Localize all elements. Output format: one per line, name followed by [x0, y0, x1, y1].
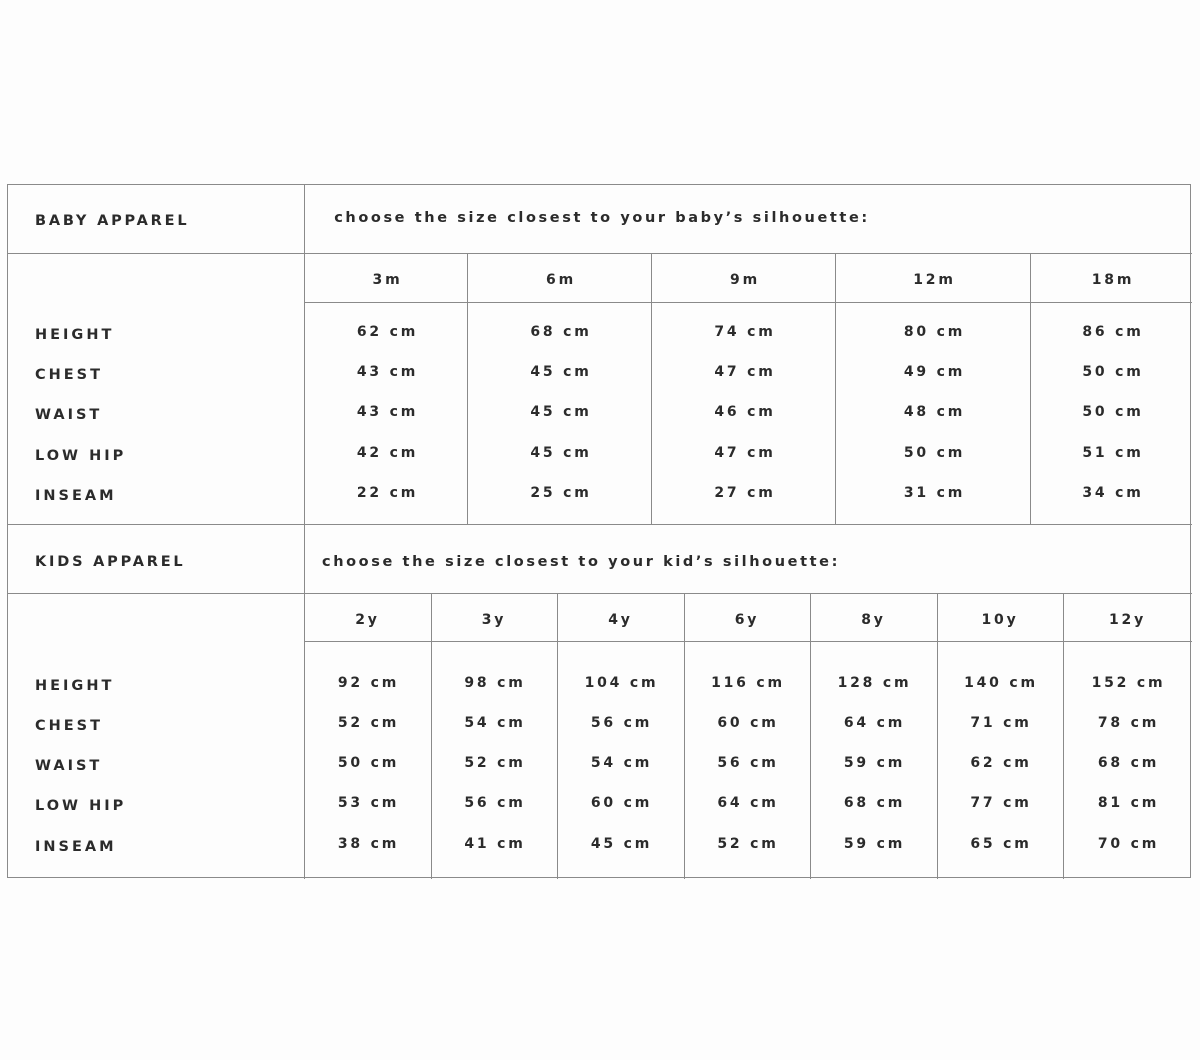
baby-cell: 74 cm	[714, 324, 776, 340]
baby-row-label: INSEAM	[35, 488, 117, 504]
kids-size-header: 3y	[481, 612, 507, 628]
baby-cell: 46 cm	[714, 404, 776, 420]
baby-column-divider	[835, 253, 836, 524]
divider-kids-header	[8, 593, 1192, 594]
baby-instruction: choose the size closest to your baby’s silhouette:	[334, 210, 870, 226]
kids-cell: 78 cm	[1097, 715, 1160, 731]
kids-cell: 128 cm	[837, 675, 912, 691]
baby-size-header: 18m	[1091, 272, 1135, 288]
baby-cell: 47 cm	[714, 364, 776, 380]
baby-cell: 86 cm	[1082, 324, 1144, 340]
kids-row-label: WAIST	[35, 758, 103, 774]
baby-row-label: LOW HIP	[35, 448, 127, 464]
kids-size-header: 10y	[981, 612, 1019, 628]
kids-cell: 56 cm	[464, 795, 526, 811]
kids-cell: 52 cm	[337, 715, 400, 731]
kids-cell: 56 cm	[717, 755, 779, 771]
baby-row-label: CHEST	[35, 367, 104, 383]
kids-cell: 116 cm	[711, 675, 785, 691]
baby-cell: 47 cm	[714, 445, 776, 461]
baby-cell: 27 cm	[714, 485, 776, 501]
label-column-divider	[304, 185, 305, 879]
kids-size-header: 2y	[355, 612, 380, 628]
kids-cell: 77 cm	[970, 795, 1032, 811]
baby-cell: 50 cm	[903, 445, 966, 461]
kids-size-header-line	[304, 641, 1192, 642]
baby-cell: 22 cm	[356, 485, 419, 501]
baby-size-header: 9m	[730, 272, 760, 288]
kids-cell: 104 cm	[584, 675, 659, 691]
baby-cell: 68 cm	[530, 324, 592, 340]
kids-cell: 41 cm	[464, 836, 526, 852]
baby-cell: 45 cm	[530, 404, 592, 420]
baby-cell: 80 cm	[903, 324, 966, 340]
divider-section	[8, 524, 1192, 525]
kids-cell: 64 cm	[843, 715, 906, 731]
kids-cell: 45 cm	[590, 836, 653, 852]
baby-column-divider	[1030, 253, 1031, 524]
baby-cell: 48 cm	[903, 404, 966, 420]
kids-column-divider	[937, 593, 938, 879]
kids-cell: 38 cm	[337, 836, 400, 852]
baby-cell: 50 cm	[1082, 404, 1144, 420]
kids-row-label: INSEAM	[35, 839, 117, 855]
kids-row-label: HEIGHT	[35, 678, 115, 694]
kids-size-header: 6y	[734, 612, 760, 628]
kids-instruction: choose the size closest to your kid’s silhouette:	[322, 554, 840, 570]
kids-column-divider	[810, 593, 811, 879]
baby-cell: 51 cm	[1082, 445, 1144, 461]
kids-column-divider	[1063, 593, 1064, 879]
kids-row-label: CHEST	[35, 718, 104, 734]
kids-cell: 68 cm	[1097, 755, 1160, 771]
kids-size-header: 4y	[608, 612, 633, 628]
baby-cell: 25 cm	[530, 485, 592, 501]
baby-cell: 34 cm	[1082, 485, 1144, 501]
kids-cell: 52 cm	[464, 755, 526, 771]
kids-column-divider	[431, 593, 432, 879]
kids-cell: 152 cm	[1091, 675, 1166, 691]
baby-cell: 45 cm	[530, 364, 592, 380]
size-chart	[7, 184, 1191, 878]
kids-cell: 59 cm	[843, 836, 906, 852]
kids-cell: 64 cm	[717, 795, 779, 811]
kids-cell: 65 cm	[970, 836, 1032, 852]
kids-cell: 56 cm	[590, 715, 653, 731]
baby-size-header: 6m	[546, 272, 576, 288]
baby-section-title: BABY APPAREL	[35, 213, 190, 229]
kids-cell: 59 cm	[843, 755, 906, 771]
baby-cell: 49 cm	[903, 364, 966, 380]
baby-cell: 50 cm	[1082, 364, 1144, 380]
baby-cell: 42 cm	[356, 445, 419, 461]
kids-cell: 62 cm	[970, 755, 1032, 771]
kids-column-divider	[684, 593, 685, 879]
baby-size-header: 3m	[372, 272, 403, 288]
kids-cell: 50 cm	[337, 755, 400, 771]
kids-cell: 60 cm	[717, 715, 779, 731]
kids-cell: 92 cm	[337, 675, 400, 691]
baby-cell: 45 cm	[530, 445, 592, 461]
kids-column-divider	[557, 593, 558, 879]
kids-size-header: 12y	[1108, 612, 1147, 628]
baby-cell: 31 cm	[903, 485, 966, 501]
kids-cell: 98 cm	[464, 675, 526, 691]
kids-cell: 54 cm	[590, 755, 653, 771]
kids-size-header: 8y	[861, 612, 886, 628]
kids-cell: 71 cm	[970, 715, 1032, 731]
baby-cell: 62 cm	[356, 324, 419, 340]
baby-row-label: WAIST	[35, 407, 103, 423]
kids-cell: 81 cm	[1097, 795, 1160, 811]
baby-size-header: 12m	[913, 272, 956, 288]
kids-section-title: KIDS APPAREL	[35, 554, 186, 570]
baby-cell: 43 cm	[356, 404, 419, 420]
kids-cell: 54 cm	[464, 715, 526, 731]
baby-row-label: HEIGHT	[35, 327, 115, 343]
kids-cell: 53 cm	[337, 795, 400, 811]
divider-baby-header	[8, 253, 1192, 254]
kids-cell: 52 cm	[717, 836, 779, 852]
baby-cell: 43 cm	[356, 364, 419, 380]
baby-size-header-line	[304, 302, 1192, 303]
kids-cell: 140 cm	[964, 675, 1038, 691]
kids-row-label: LOW HIP	[35, 798, 127, 814]
kids-cell: 68 cm	[843, 795, 906, 811]
baby-column-divider	[467, 253, 468, 524]
kids-cell: 70 cm	[1097, 836, 1160, 852]
kids-cell: 60 cm	[590, 795, 653, 811]
baby-column-divider	[651, 253, 652, 524]
